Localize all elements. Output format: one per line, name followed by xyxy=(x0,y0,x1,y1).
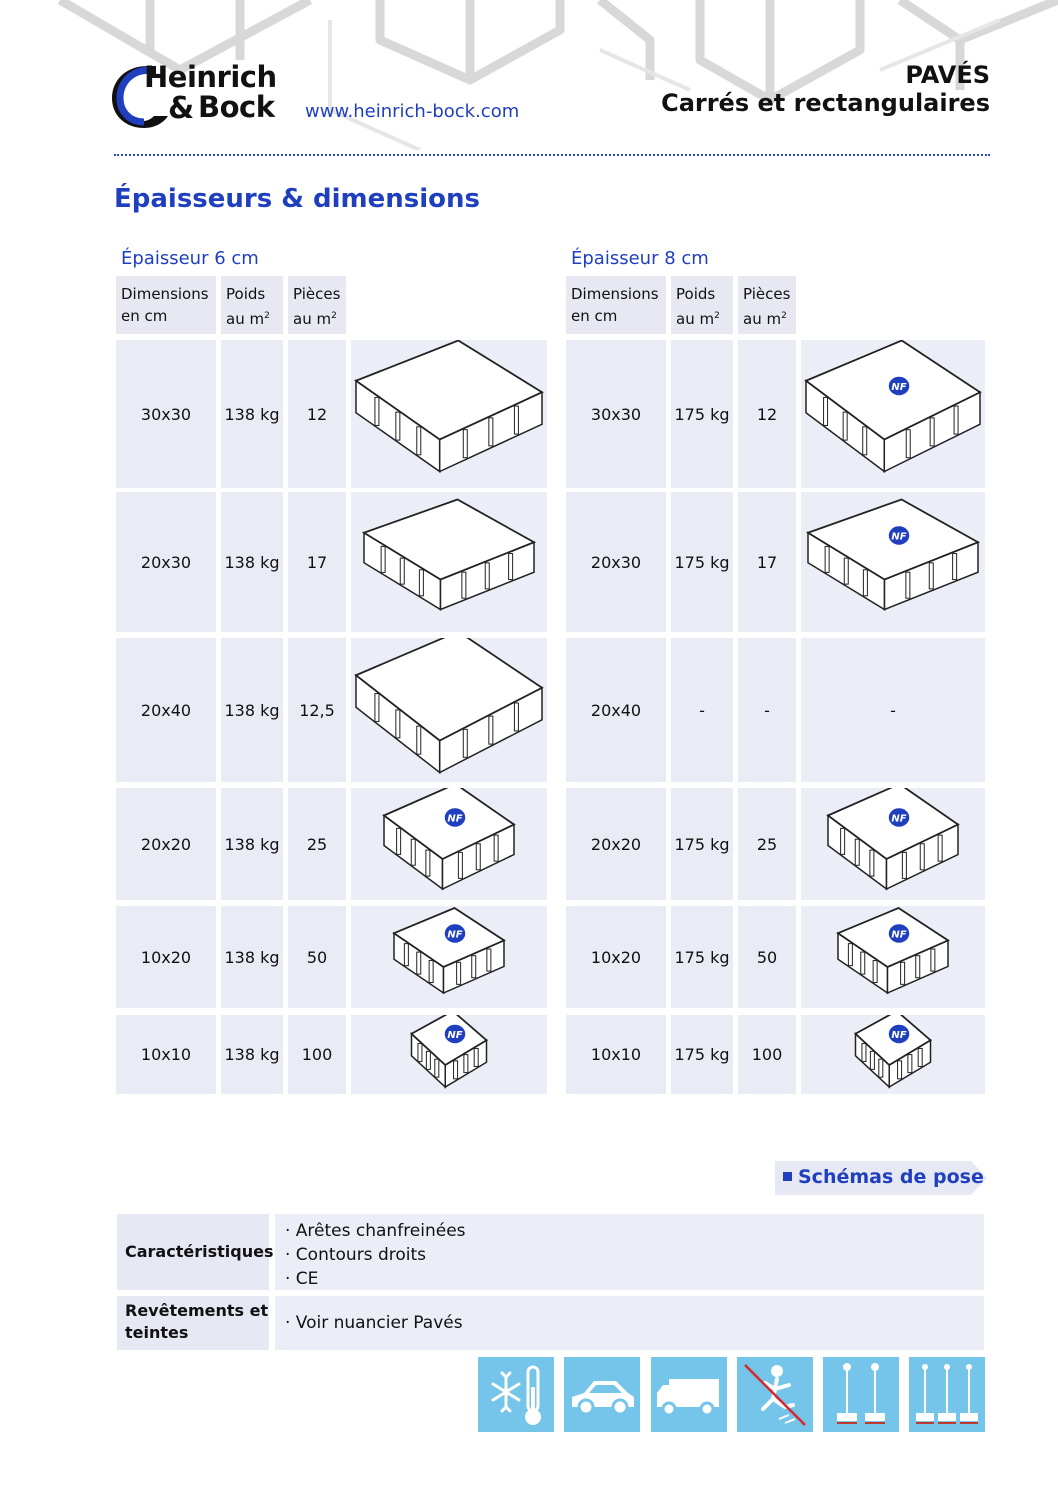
cell-dimensions: 20x40 xyxy=(116,638,216,782)
cell-pieces: 100 xyxy=(738,1015,796,1094)
paver-10x10-nf-icon xyxy=(801,1015,985,1094)
header-weight xyxy=(221,276,283,334)
broom-cleaning-icon xyxy=(823,1357,899,1432)
table-title-8cm: Épaisseur 8 cm xyxy=(571,248,709,269)
cell-pieces: - xyxy=(738,638,796,782)
title-line2: Carrés et rectangulaires xyxy=(661,89,990,117)
frost-resistant-icon-graphic xyxy=(478,1357,554,1432)
paver-30x30-icon xyxy=(351,340,547,488)
paver-20x20-nf-icon xyxy=(351,788,547,900)
superscript: 2 xyxy=(781,311,787,321)
header-text: au m xyxy=(743,310,782,328)
paver-10x10-nf-icon xyxy=(351,1015,547,1094)
header-text: Dimensions xyxy=(121,285,209,303)
coatings-label-text: teintes xyxy=(125,1323,189,1342)
cell-pieces: 17 xyxy=(288,492,346,632)
header-text: Dimensions xyxy=(571,285,659,303)
truck-traffic-icon-graphic xyxy=(651,1357,727,1432)
cell-weight: 138 kg xyxy=(221,788,283,900)
cell-dimensions: 10x10 xyxy=(116,1015,216,1094)
characteristic-item: · Arêtes chanfreinées xyxy=(285,1221,466,1241)
svg-text:NF: NF xyxy=(447,929,463,941)
header-text: Poids xyxy=(226,285,266,303)
schemas-link-text: Schémas de pose xyxy=(798,1166,984,1188)
cell-dimensions: 20x30 xyxy=(566,492,666,632)
svg-text:NF: NF xyxy=(891,813,907,825)
title-line1: PAVÉS xyxy=(905,61,990,89)
header-dimensions xyxy=(116,276,216,334)
cell-weight: 138 kg xyxy=(221,492,283,632)
broom-cleaning-icon-graphic xyxy=(823,1357,899,1432)
cell-weight: 175 kg xyxy=(671,788,733,900)
cell-dimensions: 20x20 xyxy=(566,788,666,900)
cell-pieces: 50 xyxy=(288,906,346,1008)
cell-pieces: 50 xyxy=(738,906,796,1008)
cell-dimensions: 10x20 xyxy=(566,906,666,1008)
car-traffic-icon xyxy=(564,1357,640,1432)
svg-text:NF: NF xyxy=(891,531,907,543)
cell-pieces: 12,5 xyxy=(288,638,346,782)
cell-weight: 175 kg xyxy=(671,1015,733,1094)
schemas-de-pose-link[interactable] xyxy=(775,1161,987,1195)
characteristic-item: · CE xyxy=(285,1269,319,1289)
paver-20x30-nf-icon xyxy=(801,492,985,632)
company-logo[interactable] xyxy=(110,62,290,132)
header-weight xyxy=(671,276,733,334)
cell-weight: 138 kg xyxy=(221,638,283,782)
cell-pieces: 17 xyxy=(738,492,796,632)
header-text xyxy=(743,305,796,330)
header-text: au m xyxy=(226,310,265,328)
header-text: en cm xyxy=(571,307,618,325)
header-text: au m xyxy=(676,310,715,328)
cell-dimensions: 20x20 xyxy=(116,788,216,900)
header-text: au m xyxy=(293,310,332,328)
cell-dimensions: 20x30 xyxy=(116,492,216,632)
header-divider xyxy=(114,154,990,156)
brand-name-line1: Heinrich xyxy=(144,60,277,94)
cell-weight: 175 kg xyxy=(671,492,733,632)
characteristics-values xyxy=(275,1214,984,1290)
cell-weight: 138 kg xyxy=(221,1015,283,1094)
paver-30x30-nf-icon xyxy=(801,340,985,488)
cell-dimensions: 10x10 xyxy=(566,1015,666,1094)
svg-text:NF: NF xyxy=(891,382,907,393)
header-dimensions xyxy=(566,276,666,334)
paver-20x20-nf-icon xyxy=(801,788,985,900)
table-title-6cm: Épaisseur 6 cm xyxy=(121,248,259,269)
svg-text:NF: NF xyxy=(447,813,463,825)
superscript: 2 xyxy=(264,311,270,321)
coatings-label-text: Revêtements et xyxy=(125,1301,269,1320)
header-pieces xyxy=(288,276,346,334)
superscript: 2 xyxy=(714,311,720,321)
frost-resistant-icon xyxy=(478,1357,554,1432)
cell-pieces: 12 xyxy=(288,340,346,488)
cell-pieces: 25 xyxy=(288,788,346,900)
svg-text:NF: NF xyxy=(447,1030,463,1041)
cell-image-empty: - xyxy=(801,638,985,782)
car-traffic-icon-graphic xyxy=(564,1357,640,1432)
superscript: 2 xyxy=(331,311,337,321)
paver-20x30-icon xyxy=(351,492,547,632)
document-title xyxy=(661,61,990,117)
cell-dimensions: 20x40 xyxy=(566,638,666,782)
website-link[interactable]: www.heinrich-bock.com xyxy=(305,101,520,122)
cell-weight: 175 kg xyxy=(671,906,733,1008)
cell-weight: 138 kg xyxy=(221,340,283,488)
cell-dimensions: 30x30 xyxy=(566,340,666,488)
svg-text:NF: NF xyxy=(891,1030,907,1041)
section-title: Épaisseurs & dimensions xyxy=(114,184,480,214)
cell-pieces: 25 xyxy=(738,788,796,900)
cell-weight: - xyxy=(671,638,733,782)
cell-pieces: 12 xyxy=(738,340,796,488)
header-text: Poids xyxy=(676,285,716,303)
truck-traffic-icon xyxy=(651,1357,727,1432)
sweeper-cleaning-icon xyxy=(909,1357,985,1432)
paver-10x20-nf-icon xyxy=(801,906,985,1008)
no-slip-icon xyxy=(737,1357,813,1432)
no-slip-icon-graphic xyxy=(737,1357,813,1432)
cell-dimensions: 10x20 xyxy=(116,906,216,1008)
header-text: en cm xyxy=(121,307,168,325)
coatings-value: · Voir nuancier Pavés xyxy=(275,1296,984,1350)
brand-amp: & xyxy=(168,91,194,126)
header-pieces xyxy=(738,276,796,334)
svg-text:NF: NF xyxy=(891,929,907,941)
bullet-square-icon xyxy=(783,1172,792,1181)
cell-pieces: 100 xyxy=(288,1015,346,1094)
cell-dimensions: 30x30 xyxy=(116,340,216,488)
paver-20x40-icon xyxy=(351,638,547,782)
paver-10x20-nf-icon xyxy=(351,906,547,1008)
sweeper-cleaning-icon-graphic xyxy=(909,1357,985,1432)
cell-weight: 138 kg xyxy=(221,906,283,1008)
characteristic-item: · Contours droits xyxy=(285,1245,426,1265)
cell-weight: 175 kg xyxy=(671,340,733,488)
characteristics-label: Caractéristiques xyxy=(117,1214,269,1290)
coatings-label xyxy=(117,1296,269,1350)
header-text xyxy=(293,305,346,330)
header-text: Pièces xyxy=(293,285,341,303)
header-text xyxy=(676,305,733,330)
header-text: Pièces xyxy=(743,285,791,303)
brand-name-line2: Bock xyxy=(198,90,275,124)
header-text xyxy=(226,305,283,330)
